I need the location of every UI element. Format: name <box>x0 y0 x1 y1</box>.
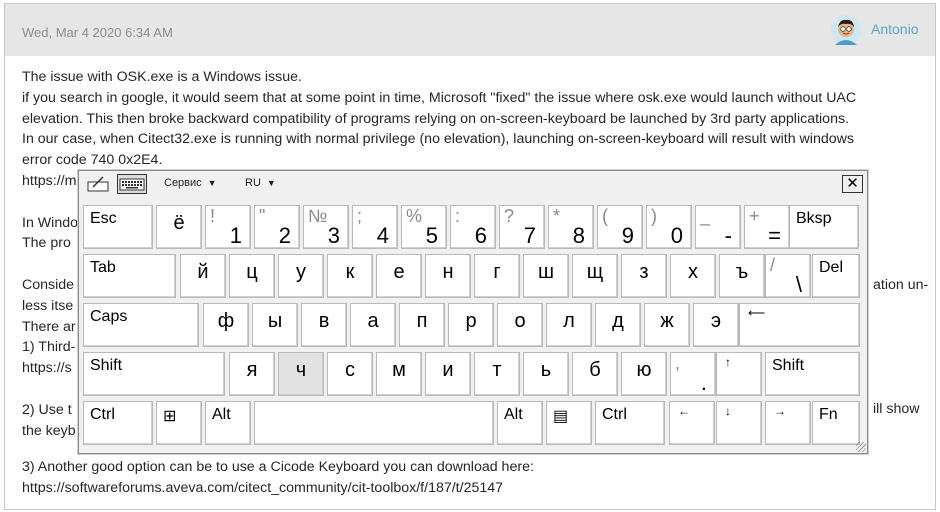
key-shift-label: ( <box>602 206 608 226</box>
key-label: ж <box>660 310 674 332</box>
key-label: Shift <box>90 357 123 374</box>
body-line-partial: 2) Use t <box>22 401 72 418</box>
key-3[interactable] <box>303 205 349 249</box>
key-sh[interactable] <box>523 254 569 298</box>
key-delete[interactable] <box>812 254 860 298</box>
key-label: ш <box>537 261 555 283</box>
key-shift-left[interactable] <box>83 352 225 396</box>
key-label: н <box>442 261 454 283</box>
chevron-down-icon: ▼ <box>207 178 217 188</box>
key-label: 0 <box>670 223 683 248</box>
key-0[interactable] <box>646 205 692 249</box>
key-tab[interactable] <box>83 254 176 298</box>
keyboard-icon <box>118 175 146 193</box>
key-shift-label: * <box>553 206 561 226</box>
key-u[interactable] <box>278 254 324 298</box>
key-right-arrow[interactable] <box>765 401 811 445</box>
key-label: ь <box>540 359 552 381</box>
key-left-arrow[interactable] <box>669 401 715 445</box>
handwriting-toggle[interactable] <box>83 174 113 194</box>
language-menu[interactable] <box>245 177 276 189</box>
key-label: Esc <box>90 210 117 227</box>
body-line-partial: less itse <box>22 297 74 314</box>
key-backslash[interactable] <box>765 254 811 298</box>
key-label: Alt <box>504 406 523 423</box>
key-p[interactable] <box>399 303 445 347</box>
key-minus[interactable] <box>695 205 741 249</box>
key-label: д <box>612 310 624 332</box>
key-label: 8 <box>572 223 585 248</box>
key-label: . <box>700 370 707 395</box>
key-space[interactable] <box>254 401 494 445</box>
body-line: 3) Another good option can be to use a Cicode Keyboard you can download here: <box>22 459 534 475</box>
key-yi[interactable] <box>252 303 298 347</box>
key-label: = <box>768 223 781 248</box>
key-shift-label: , <box>675 353 681 373</box>
key-label: Ctrl <box>90 406 115 423</box>
key-windows[interactable] <box>156 401 202 445</box>
key-shch[interactable] <box>572 254 618 298</box>
key-r[interactable] <box>448 303 494 347</box>
key-label: Ctrl <box>602 406 627 423</box>
key-label: у <box>296 261 306 283</box>
key-label: → <box>774 404 786 418</box>
key-label: п <box>416 310 428 332</box>
key-shift-label: ? <box>504 206 515 226</box>
key-5[interactable] <box>401 205 447 249</box>
key-alt-right[interactable] <box>497 401 543 445</box>
key-l[interactable] <box>546 303 592 347</box>
key-label: ё <box>173 212 185 234</box>
key-s[interactable] <box>327 352 373 396</box>
key-kh[interactable] <box>670 254 716 298</box>
key-yu[interactable] <box>621 352 667 396</box>
resize-grip-icon[interactable] <box>856 442 866 452</box>
key-n[interactable] <box>425 254 471 298</box>
key-v[interactable] <box>301 303 347 347</box>
key-ya[interactable] <box>229 352 275 396</box>
key-label: - <box>724 223 732 248</box>
key-label: э <box>710 310 722 332</box>
key-d[interactable] <box>595 303 641 347</box>
key-label: т <box>492 359 502 381</box>
key-4[interactable] <box>352 205 398 249</box>
body-line: In our case, when Citect32.exe is running with normal privilege (no elevation), launching on-screen-keyboard will result with windows <box>22 131 854 148</box>
key-label: \ <box>795 272 802 297</box>
key-label: ц <box>246 261 258 283</box>
keyboard-toggle[interactable] <box>117 174 147 194</box>
key-fn[interactable] <box>812 401 860 445</box>
post-header <box>5 4 935 56</box>
chevron-down-icon: ▼ <box>266 178 276 188</box>
key-2[interactable] <box>254 205 300 249</box>
key-e[interactable] <box>376 254 422 298</box>
key-shift-label: ) <box>651 206 657 226</box>
key-o[interactable] <box>497 303 543 347</box>
key-label: ф <box>217 310 235 332</box>
key-label: ⊞ <box>163 408 177 425</box>
key-label: Shift <box>772 357 805 374</box>
key-enter[interactable] <box>739 303 860 347</box>
key-label: 1 <box>229 223 242 248</box>
key-label: Tab <box>90 259 116 276</box>
key-label: 9 <box>621 223 634 248</box>
key-k[interactable] <box>327 254 373 298</box>
key-shift-label: % <box>406 206 423 226</box>
toolbox-link[interactable]: https://softwareforums.aveva.com/citect_community/cit-toolbox/f/187/t/25147 <box>22 479 504 496</box>
pen-icon <box>84 175 112 193</box>
key-label: ю <box>636 359 652 381</box>
key-label: ы <box>267 310 283 332</box>
key-ctrl-left[interactable] <box>83 401 153 445</box>
key-label: й <box>197 261 209 283</box>
key-label: ⟵ <box>748 306 766 320</box>
key-label: 3 <box>327 223 340 248</box>
key-shift-label: " <box>259 206 266 226</box>
key-label: ▤ <box>553 408 569 425</box>
osk-toolbar <box>79 171 867 197</box>
body-line-partial: There ar <box>22 318 76 335</box>
key-b[interactable] <box>572 352 618 396</box>
key-label: ъ <box>735 261 749 283</box>
body-line: The issue with OSK.exe is a Windows issue. <box>22 69 302 85</box>
body-line-partial: In Windo <box>22 214 78 231</box>
key-ctrl-right[interactable] <box>595 401 665 445</box>
key-label: 4 <box>376 223 389 248</box>
key-1[interactable] <box>205 205 251 249</box>
key-shift-label: ! <box>210 206 216 226</box>
key-label: е <box>393 261 405 283</box>
key-9[interactable] <box>597 205 643 249</box>
key-label: к <box>345 261 355 283</box>
body-line-partial: The pro <box>22 235 71 252</box>
key-label: 6 <box>474 223 487 248</box>
body-line-fragment: ation un- <box>873 277 929 293</box>
key-label: а <box>367 310 379 332</box>
key-label: я <box>246 359 258 381</box>
key-label: Fn <box>819 406 838 423</box>
on-screen-keyboard <box>78 170 868 454</box>
body-line: elevation. This then broke backward compatibility of programs relying on on-screen-keyboard be launched by 3rd party applications. <box>22 110 850 127</box>
body-line-fragment: ill show <box>873 401 920 417</box>
key-m[interactable] <box>376 352 422 396</box>
key-shift-label: ; <box>357 206 363 226</box>
key-i[interactable] <box>425 352 471 396</box>
key-esc[interactable] <box>83 205 153 249</box>
key-label: г <box>493 261 501 283</box>
key-label: и <box>442 359 454 381</box>
key-label: в <box>318 310 330 332</box>
body-line-partial: 1) Third- <box>22 339 76 356</box>
language-menu-label: RU <box>245 177 261 189</box>
close-button[interactable]: ✕ <box>842 175 863 193</box>
key-label: Bksp <box>796 210 832 227</box>
key-6[interactable] <box>450 205 496 249</box>
key-label: Del <box>819 259 844 276</box>
key-equals[interactable] <box>744 205 790 249</box>
key-a[interactable] <box>350 303 396 347</box>
key-zh[interactable] <box>644 303 690 347</box>
key-shift-label: _ <box>700 206 711 226</box>
key-shift-label: / <box>770 255 776 275</box>
key-label: р <box>465 310 477 332</box>
key-8[interactable] <box>548 205 594 249</box>
body-link-partial[interactable]: https://s <box>22 360 72 377</box>
key-label: щ <box>586 261 604 283</box>
key-backspace[interactable] <box>789 205 859 249</box>
key-yo[interactable] <box>156 205 202 249</box>
key-y[interactable] <box>180 254 226 298</box>
key-label: ч <box>295 359 307 381</box>
key-shift-label: № <box>308 206 328 226</box>
post-tail <box>22 457 534 499</box>
service-menu-label: Сервис <box>164 177 202 189</box>
key-7[interactable] <box>499 205 545 249</box>
key-label: Alt <box>212 406 231 423</box>
key-hard-sign[interactable] <box>719 254 765 298</box>
key-z[interactable] <box>621 254 667 298</box>
post-date: Wed, Mar 4 2020 6:34 AM <box>22 25 173 40</box>
body-line: error code 740 0x2E4. <box>22 152 163 169</box>
key-caps[interactable] <box>83 303 199 347</box>
key-alt-left[interactable] <box>205 401 251 445</box>
key-label: м <box>392 359 406 381</box>
key-g[interactable] <box>474 254 520 298</box>
key-shift-right[interactable] <box>765 352 860 396</box>
body-line-partial: the keyb <box>22 422 76 439</box>
service-menu[interactable] <box>164 177 217 189</box>
key-label: ← <box>678 404 690 418</box>
avatar-icon[interactable] <box>831 15 861 45</box>
key-down-arrow[interactable] <box>716 401 762 445</box>
key-label: с <box>345 359 355 381</box>
key-period[interactable] <box>670 352 716 396</box>
key-shift-label: + <box>749 206 760 226</box>
key-menu[interactable] <box>546 401 592 445</box>
author-link[interactable]: Antonio <box>871 21 919 37</box>
key-label: ↓ <box>725 404 731 418</box>
key-label: л <box>563 310 575 332</box>
key-ch[interactable] <box>278 352 324 396</box>
key-label: Caps <box>90 308 128 325</box>
key-shift-label: : <box>455 206 461 226</box>
key-up-arrow[interactable] <box>716 352 762 396</box>
key-label: ↑ <box>725 355 731 369</box>
key-label: з <box>639 261 649 283</box>
key-ts[interactable] <box>229 254 275 298</box>
key-soft-sign[interactable] <box>523 352 569 396</box>
key-label: х <box>688 261 698 283</box>
key-label: 7 <box>523 223 536 248</box>
key-label: 2 <box>278 223 291 248</box>
key-t[interactable] <box>474 352 520 396</box>
key-label: б <box>589 359 601 381</box>
key-f[interactable] <box>203 303 249 347</box>
key-eh[interactable] <box>693 303 739 347</box>
key-label: о <box>514 310 526 332</box>
body-link-partial[interactable]: https://m <box>22 172 77 189</box>
body-line: if you search in google, it would seem that at some point in time, Microsoft "fixed" the issue where osk.exe would launch without UAC <box>22 89 857 106</box>
body-line-partial: Conside <box>22 276 75 293</box>
key-label: 5 <box>425 223 438 248</box>
